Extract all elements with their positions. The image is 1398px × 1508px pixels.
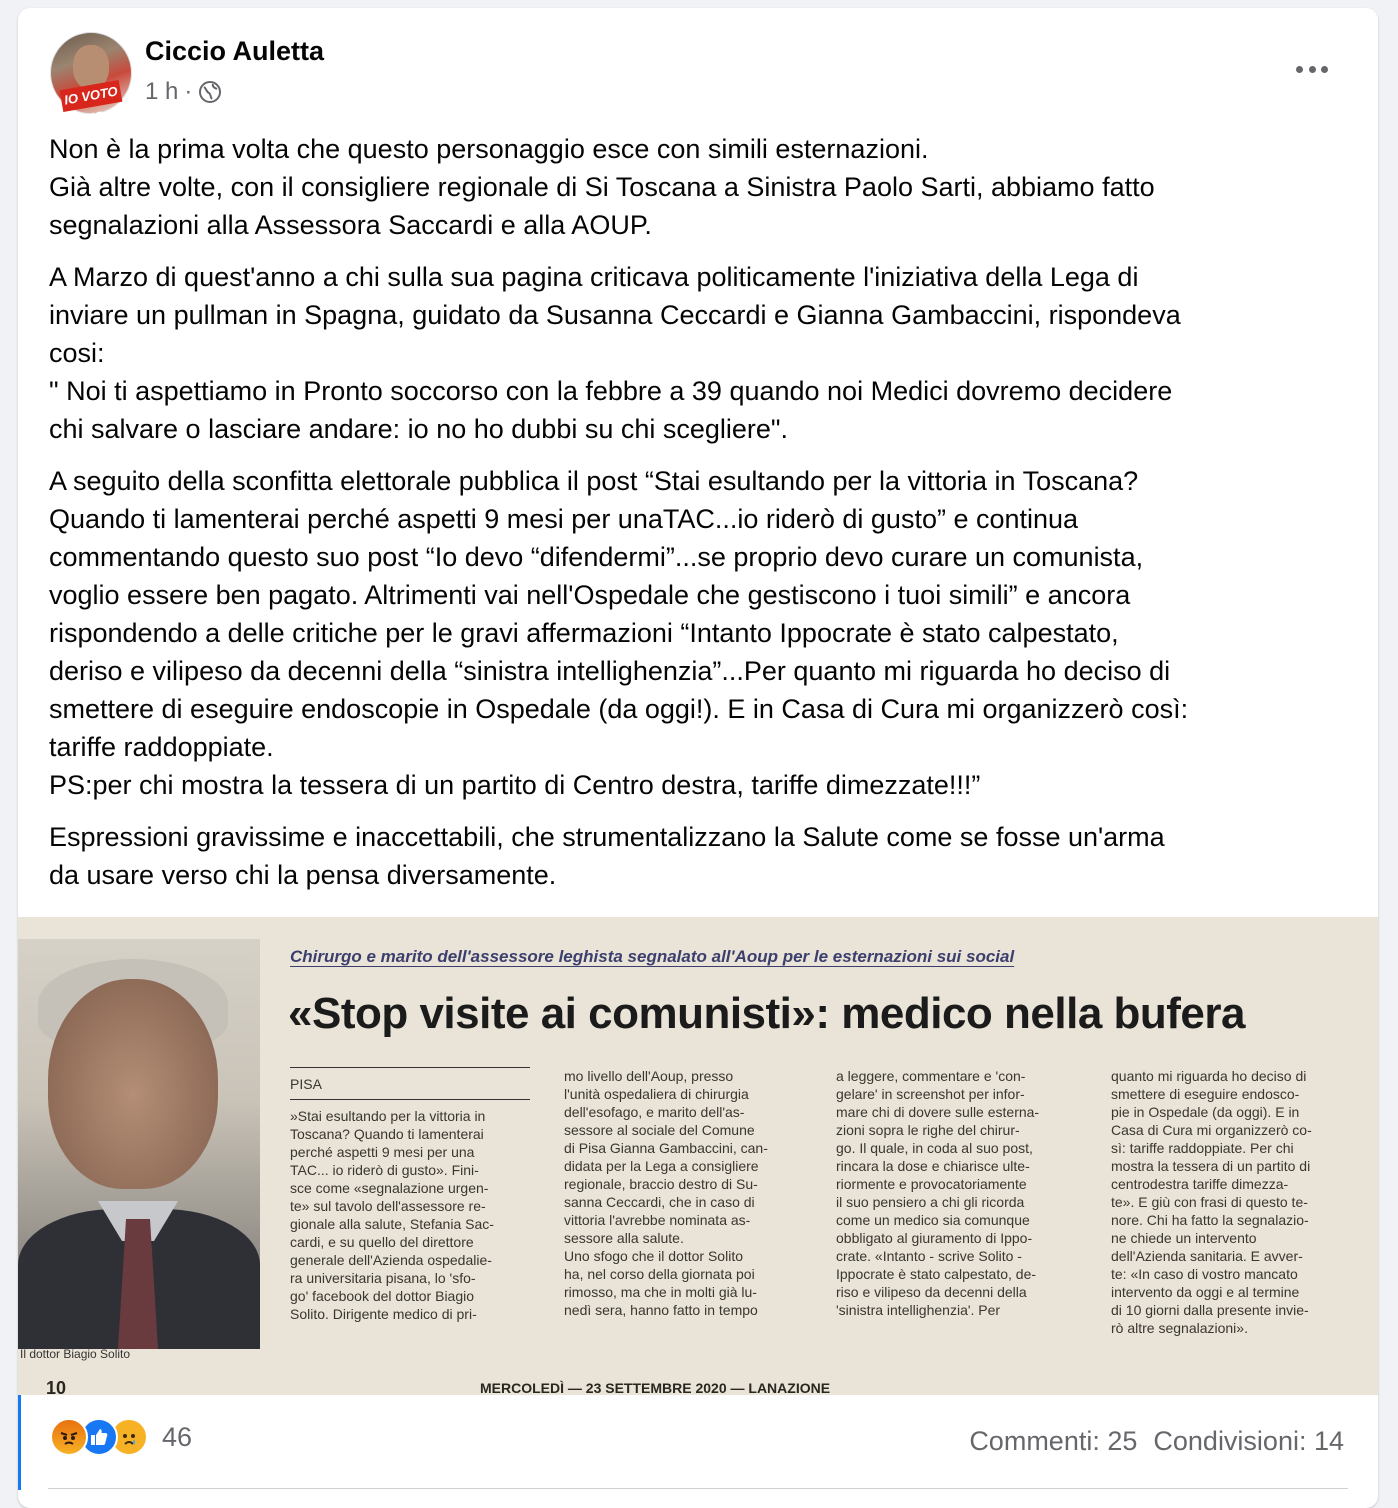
article-line: mostra la tessera di un partito di (1111, 1158, 1311, 1174)
column-rule (290, 1099, 530, 1100)
column-rule (290, 1067, 530, 1068)
globe-icon[interactable] (198, 80, 222, 104)
post-text-line: deriso e vilipeso da decenni della “sinistra intellighenzia”...Per quanto mi riguarda ho deciso di (49, 656, 1171, 686)
article-line: »Stai esultando per la vittoria in (290, 1108, 486, 1124)
article-line: ha, nel corso della giornata poi (564, 1266, 755, 1282)
post-text-line: segnalazioni alla Assessora Saccardi e alla AOUP. (49, 210, 652, 240)
article-line: cardi, e su quello del direttore (290, 1234, 474, 1250)
article-line: Toscana? Quando ti lamenterai (290, 1126, 484, 1142)
article-line: di 10 giorni dalla presente invie- (1111, 1302, 1309, 1318)
article-line: te» sul tavolo dell'assessore re- (290, 1198, 486, 1214)
article-line: di Pisa Gianna Gambaccini, can- (564, 1140, 768, 1156)
photo-caption: Il dottor Biagio Solito (20, 1347, 131, 1361)
post-text-line: tariffe raddoppiate. (49, 732, 274, 762)
article-headline: «Stop visite ai comunisti»: medico nella bufera (288, 989, 1245, 1038)
article-line: dell'Azienda sanitaria. E avver- (1111, 1248, 1303, 1264)
more-options-button[interactable] (1296, 54, 1328, 84)
article-line: TAC... io riderò di gusto». Fini- (290, 1162, 479, 1178)
article-line: regionale, braccio destro di Su- (564, 1176, 758, 1192)
article-line: l'unità ospedaliera di chirurgia (564, 1086, 749, 1102)
article-line: go' facebook del dottor Biagio (290, 1288, 475, 1304)
post-text-line: commentando questo suo post “Io devo “difendermi”...se proprio devo curare un comunista, (49, 542, 1144, 572)
article-line: nedì sera, hanno fatto in tempo (564, 1302, 758, 1318)
article-line: il suo pensiero a chi gli ricorda (836, 1194, 1025, 1210)
post-text-line: PS:per chi mostra la tessera di un partito di Centro destra, tariffe dimezzate!!!” (49, 770, 981, 800)
post-text-line: A Marzo di quest'anno a chi sulla sua pagina criticava politicamente l'iniziativa della Lega di (49, 262, 1139, 292)
newspaper-photo (18, 939, 260, 1339)
article-dateline: PISA (290, 1076, 322, 1092)
article-line: te». E giù con frasi di questo te- (1111, 1194, 1308, 1210)
divider (48, 1488, 1348, 1489)
article-column-2 (564, 1067, 809, 1319)
article-line: ra universitaria pisana, lo 'sfo- (290, 1270, 476, 1286)
comments-count[interactable]: Commenti: 25 (969, 1426, 1138, 1456)
post-card (18, 8, 1378, 1508)
photo-head (48, 979, 218, 1189)
article-line: sì: tariffe raddoppiate. Per chi (1111, 1140, 1294, 1156)
post-text-line: Quando ti lamenterai perché aspetti 9 mesi per unaTAC...io riderò di gusto” e continua (49, 504, 1079, 534)
article-line: Casa di Cura mi organizzerò co- (1111, 1122, 1312, 1138)
post-text-line: Non è la prima volta che questo personaggio esce con simili esternazioni. (49, 134, 929, 164)
article-line: generale dell'Azienda ospedalie- (290, 1252, 492, 1268)
article-line: Uno sfogo che il dottor Solito (564, 1248, 743, 1264)
post-paragraph (49, 130, 1349, 244)
article-line: riormente e provocatoriamente (836, 1176, 1027, 1192)
post-meta (145, 78, 222, 106)
post-text-line: Già altre volte, con il consigliere regionale di Si Toscana a Sinistra Paolo Sarti, abbiamo fatto (49, 172, 1155, 202)
article-line: obbligato al giuramento di Ippo- (836, 1230, 1033, 1246)
reaction-count[interactable]: 46 (162, 1421, 193, 1452)
article-line: mo livello dell'Aoup, presso (564, 1068, 734, 1084)
article-line: pie in Ospedale (da oggi). E in (1111, 1104, 1300, 1120)
post-paragraph (49, 818, 1349, 894)
post-paragraph (49, 462, 1349, 804)
more-dot-icon (1309, 66, 1316, 73)
post-text-line: inviare un pullman in Spagna, guidato da Susanna Ceccardi e Gianna Gambaccini, rispondeva (49, 300, 1181, 330)
article-line: Ippocrate è stato calpestato, de- (836, 1266, 1037, 1282)
article-line: ne chiede un intervento (1111, 1230, 1257, 1246)
article-line: rincara la dose e chiarisce ulte- (836, 1158, 1030, 1174)
post-text-line: chi salvare o lasciare andare: io no ho dubbi su chi scegliere". (49, 414, 789, 444)
post-time[interactable]: 1 h (145, 78, 179, 105)
article-line: centrodestra tariffe dimezza- (1111, 1176, 1289, 1192)
article-line: gelare' in screenshot per infor- (836, 1086, 1025, 1102)
post-text-line: Espressioni gravissime e inaccettabili, che strumentalizzano la Salute come se fosse un'arma (49, 822, 1165, 852)
article-line: Solito. Dirigente medico di pri- (290, 1306, 477, 1322)
article-line: didata per la Lega a consigliere (564, 1158, 759, 1174)
author-name[interactable]: Ciccio Auletta (145, 36, 325, 66)
article-line: dell'esofago, e marito dell'as- (564, 1104, 745, 1120)
article-line: rò altre segnalazioni». (1111, 1320, 1248, 1336)
post-text-line: A seguito della sconfitta elettorale pubblica il post “Stai esultando per la vittoria in Toscana? (49, 466, 1139, 496)
post-image[interactable] (18, 917, 1378, 1398)
post-paragraph (49, 258, 1349, 448)
article-line: 'sinistra intellighenzia'. Per (836, 1302, 1001, 1318)
article-line: mare chi di dovere sulle esterna- (836, 1104, 1040, 1120)
article-line: sessore al sociale del Comune (564, 1122, 755, 1138)
post-text-line: rispondendo a delle critiche per le gravi affermazioni “Intanto Ippocrate è stato calpestato, (49, 618, 1119, 648)
article-line: vittoria l'avrebbe nominata as- (564, 1212, 751, 1228)
article-line: crate. «Intanto - scrive Solito - (836, 1248, 1022, 1264)
article-column-4 (1111, 1067, 1356, 1337)
post-text-line: cosi: (49, 338, 105, 368)
angry-icon (50, 1418, 88, 1456)
more-dot-icon (1321, 66, 1328, 73)
article-line: go. Il quale, in coda al suo post, (836, 1140, 1033, 1156)
article-line: te: «In caso di vostro mancato (1111, 1266, 1298, 1282)
article-line: rimosso, ma che in molti già lu- (564, 1284, 757, 1300)
focus-indicator (18, 1395, 21, 1490)
article-line: smettere di eseguire endosco- (1111, 1086, 1300, 1102)
article-line: a leggere, commentare e 'con- (836, 1068, 1026, 1084)
article-kicker: Chirurgo e marito dell'assessore leghista segnalato all'Aoup per le esternazioni sui social (290, 947, 1015, 966)
article-line: nore. Chi ha fatto la segnalazio- (1111, 1212, 1309, 1228)
article-line: quanto mi riguarda ho deciso di (1111, 1068, 1307, 1084)
article-line: zioni sopra le righe del chirur- (836, 1122, 1020, 1138)
article-line: perché aspetti 9 mesi per una (290, 1144, 475, 1160)
newspaper-date: MERCOLEDÌ — 23 SETTEMBRE 2020 — LANAZIONE (480, 1380, 831, 1396)
article-line: intervento da oggi e al termine (1111, 1284, 1300, 1300)
post-text-line: da usare verso chi la pensa diversamente. (49, 860, 557, 890)
shares-count[interactable]: Condivisioni: 14 (1153, 1426, 1344, 1456)
post-text-line: " Noi ti aspettiamo in Pronto soccorso con la febbre a 39 quando noi Medici dovremo decidere (49, 376, 1173, 406)
more-dot-icon (1296, 66, 1303, 73)
author-avatar[interactable] (50, 32, 132, 127)
post-text-line: smettere di eseguire endoscopie in Ospedale (da oggi!). E in Casa di Cura mi organizzerò così: (49, 694, 1189, 724)
reactions-summary[interactable] (50, 1418, 192, 1456)
post-body (49, 130, 1349, 908)
article-line: sanna Ceccardi, che in caso di (564, 1194, 755, 1210)
article-line: come un medico sia comunque (836, 1212, 1030, 1228)
page-number: 10 (46, 1378, 67, 1398)
meta-separator: · (184, 78, 193, 105)
article-line: gionale alla salute, Stefania Sac- (290, 1216, 494, 1232)
post-text-line: voglio essere ben pagato. Altrimenti vai nell'Ospedale che gestiscono i tuoi simili” e ancora (49, 580, 1131, 610)
post-stats (969, 1426, 1344, 1457)
article-line: sessore alla salute. (564, 1230, 684, 1246)
article-line: riso e vilipeso da decenni della (836, 1284, 1027, 1300)
article-column-3 (836, 1067, 1081, 1319)
article-line: sce come «segnalazione urgen- (290, 1180, 489, 1196)
avatar-badge: IO VOTO NO (60, 80, 123, 112)
article-column-1 (290, 1107, 535, 1323)
